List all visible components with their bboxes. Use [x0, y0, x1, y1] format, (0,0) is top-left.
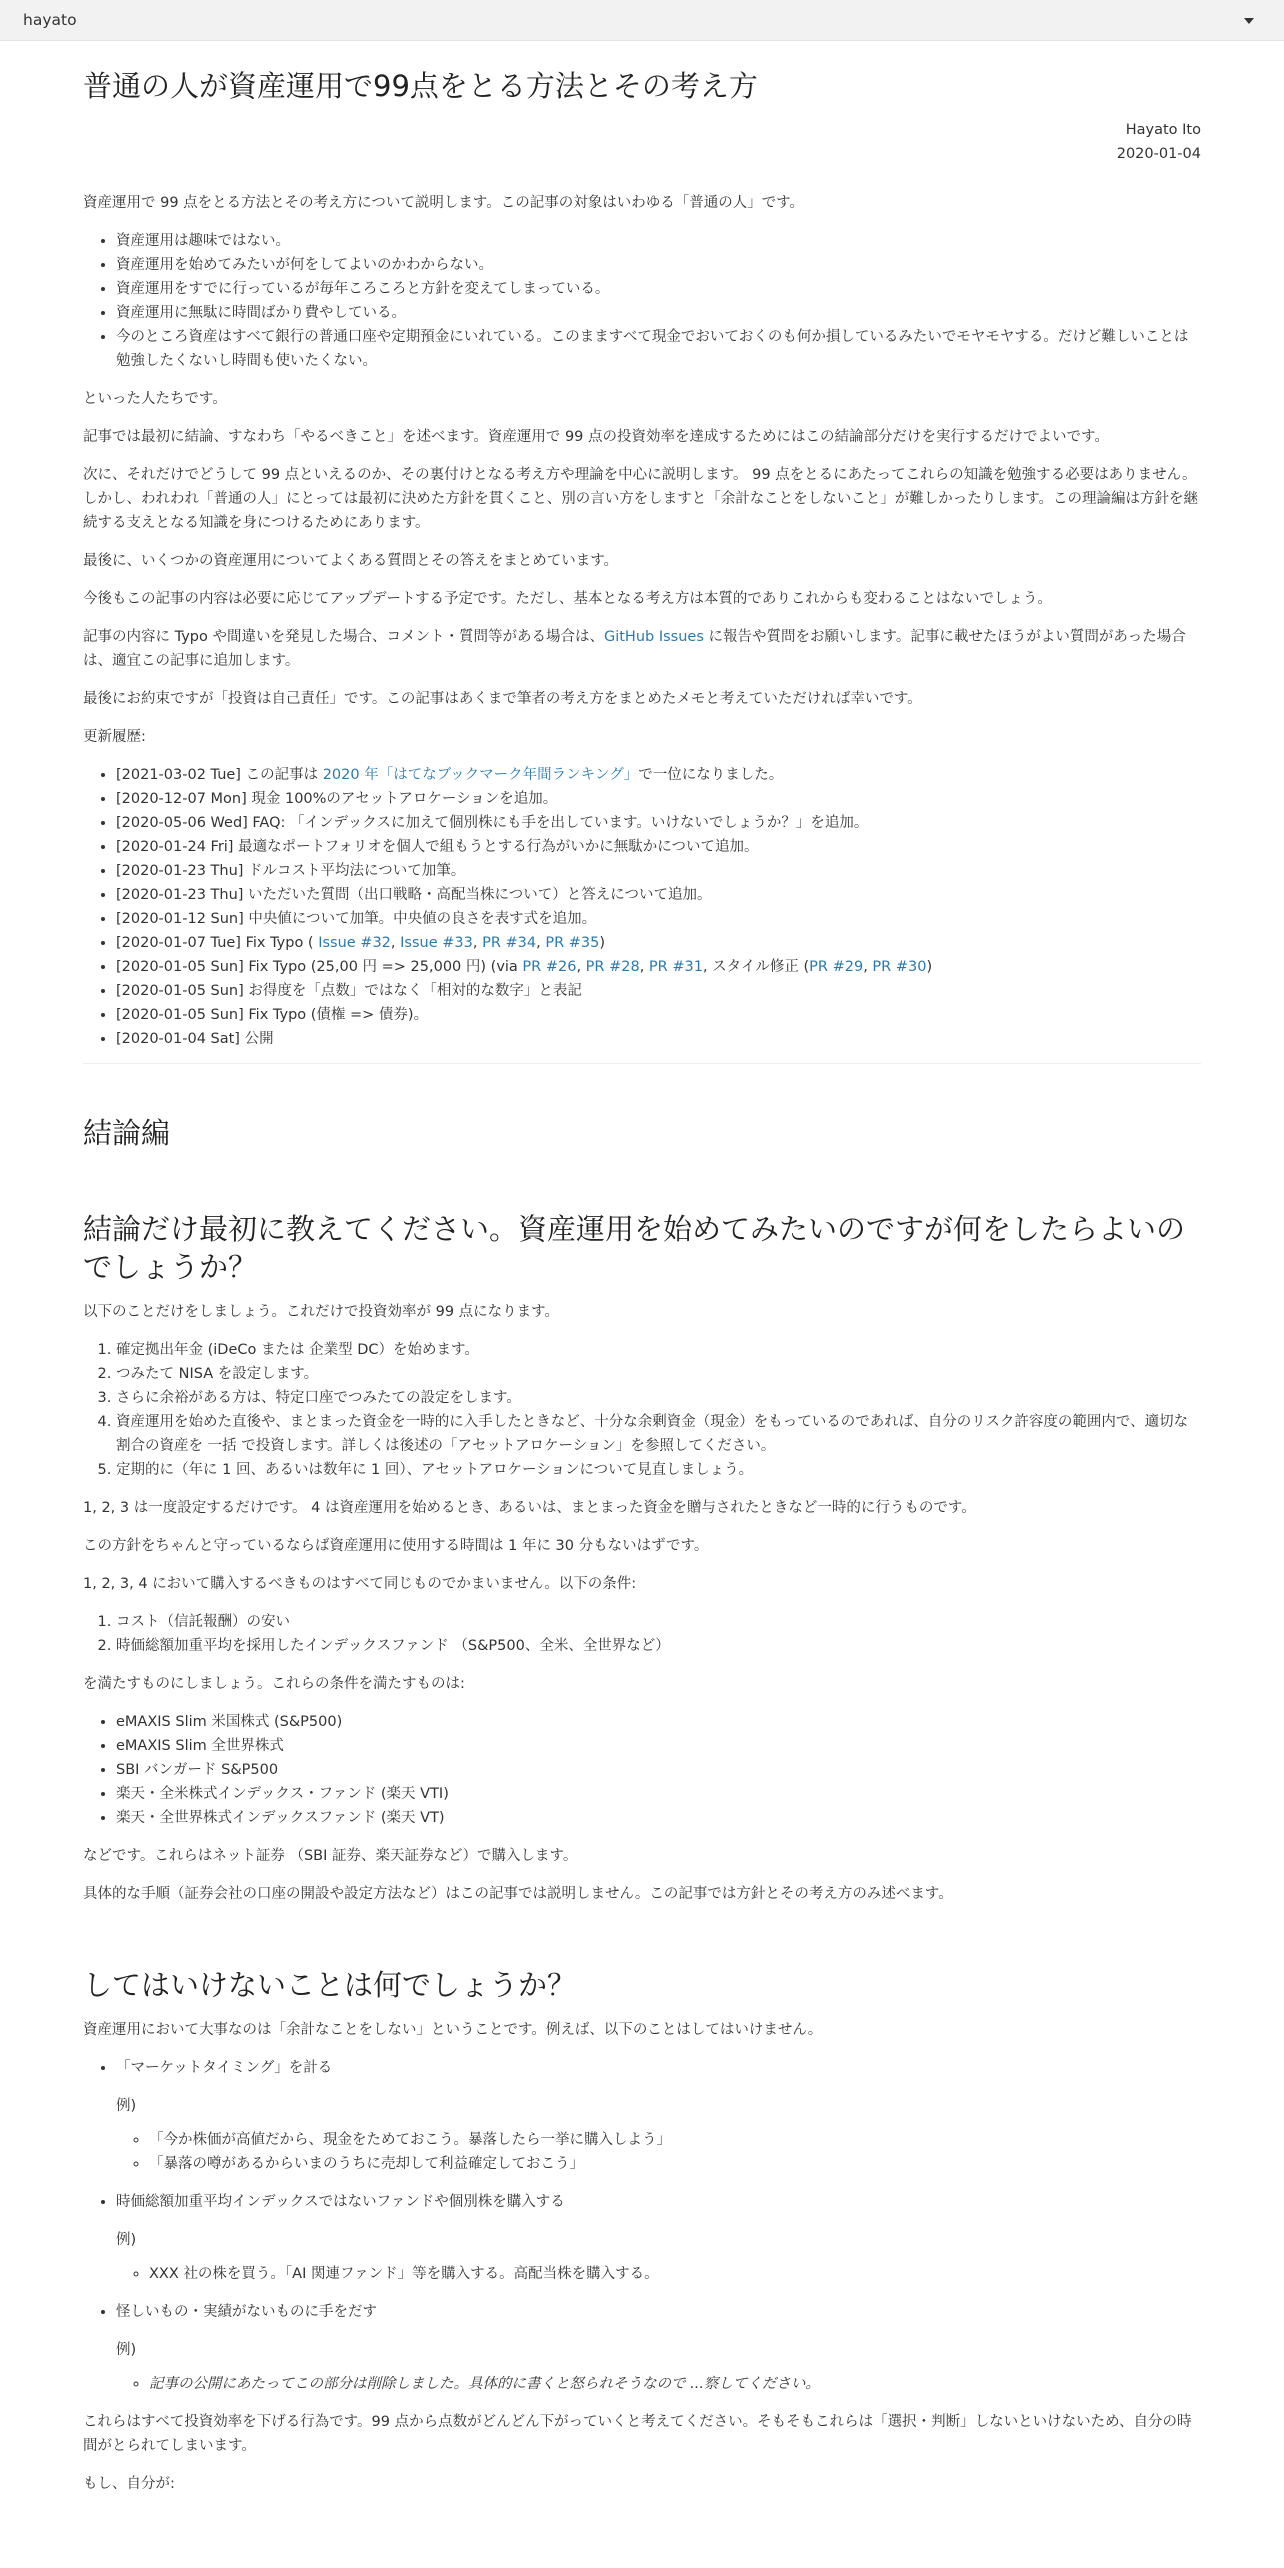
- paragraph: もし、自分が:: [83, 2476, 175, 2492]
- github-issues-link[interactable]: GitHub Issues: [603, 629, 704, 645]
- paragraph: 最後にお約束ですが「投資は自己責任」です。この記事はあくまで筆者の考え方をまとめたメモと考えていただければ幸いです。: [83, 691, 922, 707]
- paragraph: 今後もこの記事の内容は必要に応じてアップデートする予定です。ただし、基本となる考え方は本質的でありこれからも変わることはないでしょう。: [83, 591, 1052, 607]
- navbar: [0, 0, 1284, 41]
- paragraph: 1, 2, 3 は一度設定するだけです。 4 は資産運用を始めるとき、あるいは、まとまった資金を贈与されたときなど一時的に行うものです。: [83, 1500, 976, 1516]
- article: [83, 40, 1201, 2510]
- question-heading: 結論だけ最初に教えてください。資産運用を始めてみたいのですが何をしたらよいのでしょうか？: [83, 1212, 1186, 1284]
- paragraph: 以下のことだけをしましょう。これだけで投資効率が 99 点になります。: [83, 1304, 560, 1320]
- list-item: • [2020-12-07 Mon] 現金 100%のアセットアロケーションを追加。: [116, 787, 1201, 811]
- list-item: ◦ XXX 社の株を買う。「AI 関連ファンド」等を購入する。高配当株を購入する。: [149, 2262, 1201, 2286]
- list-item: • SBI バンガード S&P500: [116, 1758, 1201, 1782]
- pr-31-link[interactable]: PR #31: [648, 959, 703, 975]
- list-item: • 「マーケットタイミング」を計る 例) ◦ 「今か株価が高値だから、現金をためておこう。暴落したら一挙に購入しよう」 ◦ 「暴落の噂があるからいまのうちに売却して利益確定しておこう」: [116, 2056, 1201, 2176]
- list-item: • 資産運用を始めてみたいが何をしてよいのかわからない。: [116, 253, 1201, 277]
- history-list: [83, 763, 1201, 1051]
- steps-list: [83, 1338, 1201, 1482]
- paragraph: などです。これらはネット証券 （SBI 証券、楽天証券など）で購入します。: [83, 1848, 578, 1864]
- paragraph: 次に、それだけでどうして 99 点といえるのか、その裏付けとなる考え方や理論を中心に説明します。 99 点をとるにあたってこれらの知識を勉強する必要はありません。しかし、われわれ「普通の人」にとっては最初に決めた方針を貫くこと、別の言い方をしますと「余計なことをしないこと」が難しかったりします。この理論編は方針を継続する支えとなる知識を身につけるためにあります。: [83, 467, 1199, 531]
- list-item: • [2020-01-12 Sun] 中央値について加筆。中央値の良さを表す式を追加。: [116, 907, 1201, 931]
- example-label: 例): [116, 2098, 137, 2114]
- paragraph: これらはすべて投資効率を下げる行為です。99 点から点数がどんどん下がっていくと考えてください。そもそもこれらは「選択・判断」しないといけないため、自分の時間がとられてしまいます。: [83, 2414, 1192, 2454]
- example-label: 例): [116, 2342, 137, 2358]
- list-item: 1. コスト（信託報酬）の安い: [116, 1610, 1201, 1634]
- paragraph: 記事の内容に Typo や間違いを発見した場合、コメント・質問等がある場合は、GitHub Issues に報告や質問をお願いします。記事に載せたほうがよい質問があった場合は、適宜この記事に追加します。: [83, 629, 1186, 669]
- paragraph: 1, 2, 3, 4 において購入するべきものはすべて同じものでかまいません。以下の条件:: [83, 1576, 637, 1592]
- list-item: • [2020-05-06 Wed] FAQ: 「インデックスに加えて個別株にも手を出しています。いけないでしょうか？」を追加。: [116, 811, 1201, 835]
- example-list: [116, 2372, 1201, 2396]
- pr-30-link[interactable]: PR #30: [872, 959, 927, 975]
- list-item: 1. 確定拠出年金 (iDeCo または 企業型 DC）を始めます。: [116, 1338, 1201, 1362]
- conditions-list: [83, 1610, 1201, 1658]
- list-item: • eMAXIS Slim 米国株式 (S&P500): [116, 1710, 1201, 1734]
- example-list: [116, 2262, 1201, 2286]
- author: Hayato Ito: [1125, 122, 1201, 138]
- list-item: • [2020-01-04 Sat] 公開: [116, 1027, 1201, 1051]
- paragraph: この方針をちゃんと守っているならば資産運用に使用する時間は 1 年に 30 分もないはずです。: [83, 1538, 709, 1554]
- list-item: 2. 時価総額加重平均を採用したインデックスファンド （S&P500、全米、全世界など）: [116, 1634, 1201, 1658]
- list-item: • [2020-01-07 Tue] Fix Typo ( Issue #32, Issue #33, PR #34, PR #35): [116, 931, 1201, 955]
- chevron-down-icon[interactable]: [1244, 18, 1254, 24]
- pr-35-link[interactable]: PR #35: [545, 935, 600, 951]
- paragraph: といった人たちです。: [83, 391, 227, 407]
- list-item: 2. つみたて NISA を設定します。: [116, 1362, 1201, 1386]
- paragraph: 具体的な手順（証券会社の口座の開設や設定方法など）はこの記事では説明しません。この記事では方針とその考え方のみ述べます。: [83, 1886, 953, 1902]
- funds-list: [83, 1710, 1201, 1830]
- page-title: 普通の人が資産運用で99点をとる方法とその考え方: [83, 69, 758, 103]
- intro-paragraph: 資産運用で 99 点をとる方法とその考え方について説明します。この記事の対象はいわゆる「普通の人」です。: [83, 195, 805, 211]
- pr-26-link[interactable]: PR #26: [522, 959, 577, 975]
- pr-29-link[interactable]: PR #29: [809, 959, 864, 975]
- list-item: • 資産運用をすでに行っているが毎年ころころと方針を変えてしまっている。: [116, 277, 1201, 301]
- list-item: • 怪しいもの・実績がないものに手をだす 例) ◦ 記事の公開にあたってこの部分は削除しました。具体的に書くと怒られそうなので ...察してください。: [116, 2300, 1201, 2396]
- paragraph: 記事では最初に結論、すなわち「やるべきこと」を述べます。資産運用で 99 点の投資効率を達成するためにはこの結論部分だけを実行するだけでよいです。: [83, 429, 1109, 445]
- list-item: 4. 資産運用を始めた直後や、まとまった資金を一時的に入手したときなど、十分な余剰資金（現金）をもっているのであれば、自分のリスク許容度の範囲内で、適切な割合の資産を 一括 で投資します。詳しくは後述の「アセットアロケーション」を参照してください。: [116, 1410, 1201, 1458]
- ranking-link[interactable]: 2020 年「はてなブックマーク年間ランキング」: [322, 767, 639, 783]
- dont-list: [83, 2056, 1201, 2396]
- pr-28-link[interactable]: PR #28: [585, 959, 640, 975]
- section-heading: 結論編: [83, 1116, 171, 1150]
- publish-date: 2020-01-04: [1116, 146, 1201, 162]
- list-item: • [2020-01-23 Thu] ドルコスト平均法について加筆。: [116, 859, 1201, 883]
- history-label: 更新履歴:: [83, 729, 146, 745]
- list-item: ◦ 「暴落の噂があるからいまのうちに売却して利益確定しておこう」: [149, 2152, 1201, 2176]
- example-list: [116, 2128, 1201, 2176]
- paragraph: 最後に、いくつかの資産運用についてよくある質問とその答えをまとめています。: [83, 553, 619, 569]
- list-item: 3. さらに余裕がある方は、特定口座でつみたての設定をします。: [116, 1386, 1201, 1410]
- list-item: ◦ 「今か株価が高値だから、現金をためておこう。暴落したら一挙に購入しよう」: [149, 2128, 1201, 2152]
- divider: [83, 1063, 1201, 1064]
- brand-link[interactable]: hayato: [23, 11, 77, 29]
- list-item: • 時価総額加重平均インデックスではないファンドや個別株を購入する 例) ◦ XXX 社の株を買う。「AI 関連ファンド」等を購入する。高配当株を購入する。: [116, 2190, 1201, 2286]
- issue-33-link[interactable]: Issue #33: [400, 935, 473, 951]
- list-item: • 今のところ資産はすべて銀行の普通口座や定期預金にいれている。このまますべて現金でおいておくのも何か損しているみたいでモヤモヤする。だけど難しいことは勉強したくないし時間も使いたくない。: [116, 325, 1201, 373]
- issue-32-link[interactable]: Issue #32: [318, 935, 391, 951]
- list-item: • [2021-03-02 Tue] この記事は 2020 年「はてなブックマーク年間ランキング」で一位になりました。: [116, 763, 1201, 787]
- paragraph: 資産運用において大事なのは「余計なことをしない」ということです。例えば、以下のことはしてはいけません。: [83, 2022, 823, 2038]
- list-item: • [2020-01-05 Sun] Fix Typo (25,00 円 => 25,000 円) (via PR #26, PR #28, PR #31, スタイル修正 (PR #29, PR #30): [116, 955, 1201, 979]
- list-item: • eMAXIS Slim 全世界株式: [116, 1734, 1201, 1758]
- paragraph: を満たすものにしましょう。これらの条件を満たすものは:: [83, 1676, 465, 1692]
- list-item: • 楽天・全米株式インデックス・ファンド (楽天 VTI): [116, 1782, 1201, 1806]
- list-item: • 資産運用に無駄に時間ばかり費やしている。: [116, 301, 1201, 325]
- list-item: • [2020-01-05 Sun] お得度を「点数」ではなく「相対的な数字」と表記: [116, 979, 1201, 1003]
- audience-list: [83, 229, 1201, 373]
- question-heading: してはいけないことは何でしょうか？: [83, 1968, 577, 2002]
- list-item: • 資産運用は趣味ではない。: [116, 229, 1201, 253]
- example-label: 例): [116, 2232, 137, 2248]
- list-item: • [2020-01-05 Sun] Fix Typo (債権 => 債券)。: [116, 1003, 1201, 1027]
- list-item: • 楽天・全世界株式インデックスファンド (楽天 VT): [116, 1806, 1201, 1830]
- list-item: ◦ 記事の公開にあたってこの部分は削除しました。具体的に書くと怒られそうなので ...察してください。: [149, 2372, 1201, 2396]
- list-item: • [2020-01-24 Fri] 最適なポートフォリオを個人で組もうとする行為がいかに無駄かについて追加。: [116, 835, 1201, 859]
- list-item: • [2020-01-23 Thu] いただいた質問（出口戦略・高配当株について）と答えについて追加。: [116, 883, 1201, 907]
- list-item: 5. 定期的に（年に 1 回、あるいは数年に 1 回）、アセットアロケーションについて見直しましょう。: [116, 1458, 1201, 1482]
- pr-34-link[interactable]: PR #34: [482, 935, 537, 951]
